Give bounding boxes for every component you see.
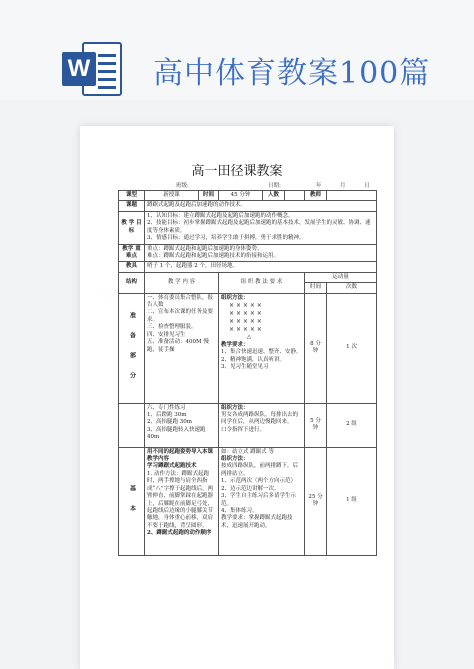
special-item: 2、高抬腿跑 30m [147,419,192,426]
basic-org-item: 1、示范两次（两个方向示范） [221,478,297,485]
prep-req: 1、集合快速迅速、整齐、安静。 [221,349,302,356]
equipment-value: 哨子 1 个，起跑器 2 个，田径场地。 [145,262,377,272]
basic-organization [219,447,305,555]
special-reps: 2 组 [327,403,377,447]
goals-row [119,211,377,244]
basic-content [145,447,219,555]
teacher-label: 教师 [305,191,327,201]
basic-reps: 1 组 [327,447,377,555]
organization-header: 组 织 教 法 要 求 [219,272,305,293]
formation-row: × × × × × [229,318,262,326]
reps-header: 次数 [327,283,377,293]
teacher-marker: △ [247,334,252,341]
basic-item: 用不同的起跑姿势导入本课教学内容 [147,448,214,463]
special-req: 口令指挥下进行。 [221,426,266,433]
structure-header: 结构 [119,272,145,293]
year-label: 年 [316,183,322,189]
date-label: 日期: [268,183,281,189]
topic-value: 蹲踞式起跑及起跑后加速跑的动作技术。 [145,201,377,211]
special-time: 5 分 钟 [305,403,327,447]
info-row [119,191,377,201]
topic-row [119,201,377,211]
keypoints-label: 教学 重难点 [119,244,145,262]
special-item: 六、专门性练习 [147,404,186,411]
special-org-title: 组织方法： [221,404,249,411]
prep-time: 8 分 钟 [305,293,327,403]
type-value: 新授课 [145,191,199,201]
lesson-plan-table [118,190,377,556]
banner-title: 高中体育教案100篇 [153,56,431,91]
key-point: 重点：蹲踞式起跑和起跑后加速跑的身体姿势。 [147,245,263,252]
goals-content [145,211,377,244]
hard-point: 难点：蹲踞式起跑和起跑后加速跑技术的衔接和运用。 [147,252,280,259]
month-label: 月 [340,183,346,189]
basic-org-item: 教学要求：掌握蹲踞式起跑技术，迅速展开跑动。 [221,515,293,529]
count-value [285,191,305,201]
time-value: 45 分钟 [219,191,263,201]
prep-label: 准 备 部 分 [128,312,136,385]
teacher-value [327,191,377,201]
basic-time: 25 分 钟 [305,447,327,555]
word-letter: W [62,52,96,86]
time-label: 时间 [199,191,219,201]
basic-org-lead: 如：站立式 蹲踞式 等 [221,448,275,455]
basic-row [119,447,377,555]
basic-item: 学习蹲踞式起跑技术 [147,463,197,470]
prep-label-cell [119,293,145,403]
basic-item: 1. 动作方法：蹲踞式起跑时，两手撑地与肩全西指成“八”字撑于起跑线后，两臂伸直，前脚掌踩在起跑器上，后膝跪在前脚足弓处，起跑线后边缘的小腿膝关节触地，身体重心前移，双肩不要于跑线，背呈圆形。 [147,470,214,529]
time-header: 时间 [305,283,327,293]
special-organization [219,403,305,447]
prep-org-title: 组织方法： [221,294,249,301]
type-label: 课型 [119,191,145,201]
keypoints-content [145,244,377,262]
basic-label: 基 本 [128,485,136,518]
prep-content [145,293,219,403]
special-content [145,403,219,447]
prep-item: 四、安排见习生 [147,331,186,338]
basic-org-item: 4、集体练习。 [221,508,258,515]
class-label: 班级: [176,183,189,189]
prep-item: 五、准备活动：400M 慢跑，徒手操 [147,339,209,353]
special-item: 1、后蹬跑 30m [147,412,187,419]
load-header: 运动量 [305,272,377,282]
content-header: 教 学 内 容 [145,272,219,293]
prep-req: 3、见习生随堂见习 [221,364,269,371]
goal-item: 1、认知目标：建立蹲踞式起跑及起跑后加速跑的动作概念。 [147,212,294,219]
special-row [119,403,377,447]
basic-label-cell [119,447,145,555]
day-label: 日 [364,183,370,189]
prep-item: 二、宣布本次课的任务及要求。 [147,309,214,323]
document-page [80,126,394,669]
basic-org-title: 组织方法： [221,456,249,463]
basic-org-item: 3、学生自主练习后多请学生示范。 [221,493,297,507]
equipment-label: 教具 [119,262,145,272]
basic-item: 2、蹲踞式起跑的动作顺序 [147,530,212,537]
equipment-row [119,262,377,272]
special-label-cell [119,403,145,447]
document-title: 高一田径课教案 [191,164,283,179]
word-document-icon [62,42,126,96]
banner [0,0,474,100]
prep-reps: 1 次 [327,293,377,403]
header-row [119,272,377,282]
formation-row: × × × × × [229,302,262,310]
goal-item: 3、情感目标：通过学习，培养学生敢于拼搏，勇于求胜的精神。 [147,235,305,242]
special-item: 3、高抬腿跑转入快速跑 40m [147,426,206,441]
prep-organization [219,293,305,403]
prep-item: 三、检查整理服装。 [147,324,197,331]
special-org: 男女各成两路纵队，每排出去的同学在后，从两边慢跑回来。 [221,412,299,426]
basic-org-item: 按成四路纵队，前两排蹲下，后两排站立。 [221,463,299,477]
keypoints-row [119,244,377,262]
basic-org-item: 2、边示范边讲解一次。 [221,485,280,492]
goal-item: 2、技能目标：初步掌握蹲踞式起跑及起跑后加速跑的基本技术，发展学生的灵敏、协调、速度等身体素质。 [147,220,371,234]
formation-row: × × × × × [229,310,262,318]
topic-label: 课题 [119,201,145,211]
prep-req: 2、精神饱满，认真听讲。 [221,356,286,363]
prep-req-title: 教学要求： [221,341,249,348]
prep-item: 一、体育委员集合整队，报告人数 [147,294,214,309]
formation-row: × × × × × [229,326,262,334]
prep-row [119,293,377,403]
count-label: 人数 [263,191,285,201]
goals-label: 教 学 目 标 [119,211,145,244]
